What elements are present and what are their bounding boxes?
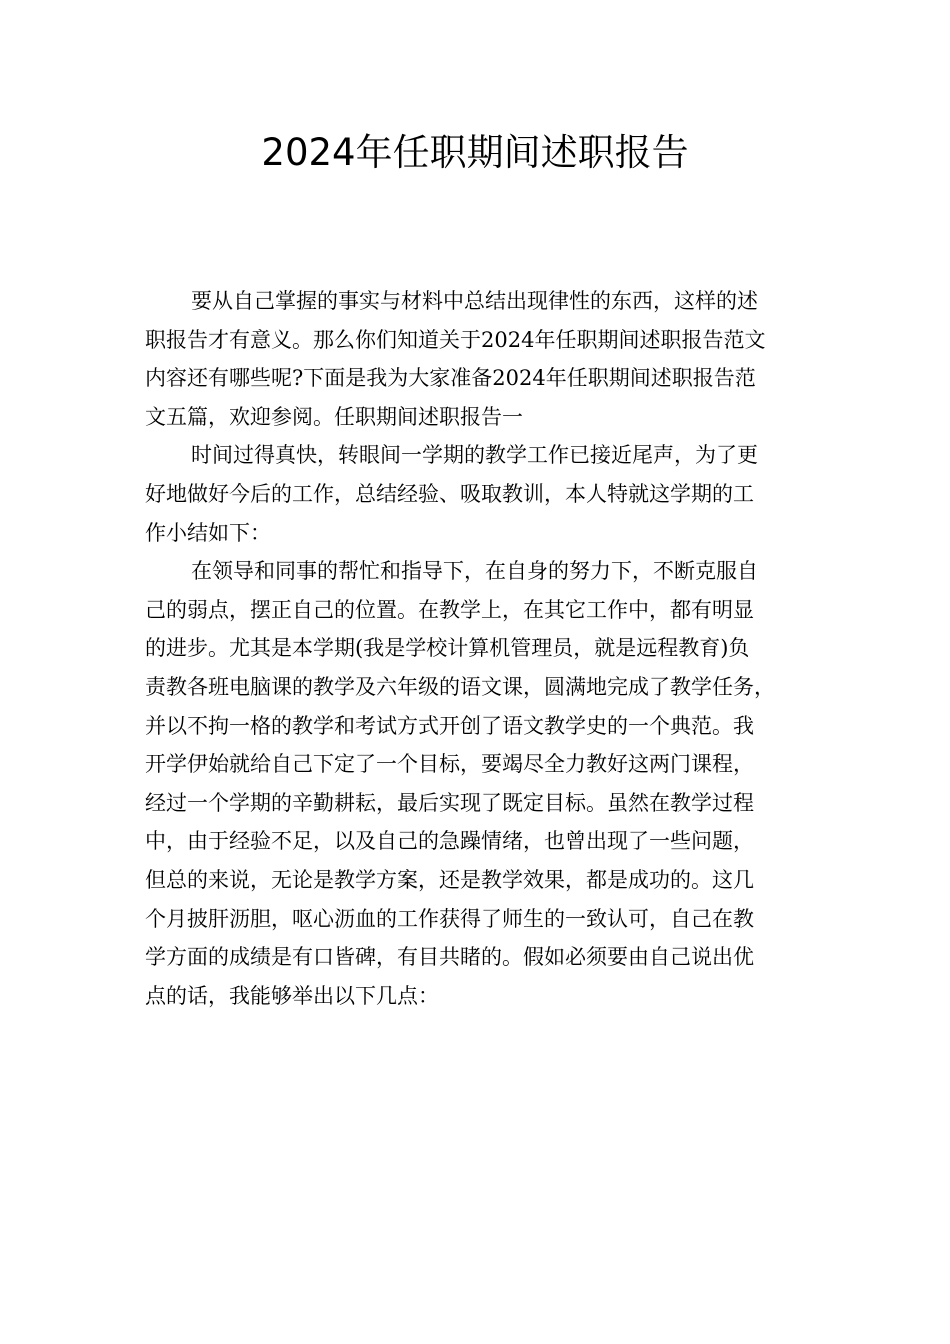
body-text-line: 责教各班电脑课的教学及六年级的语文课，圆满地完成了教学任务， [145, 674, 775, 699]
body-text-line: 中，由于经验不足，以及自己的急躁情绪，也曾出现了一些问题， [145, 829, 754, 854]
body-text-line: 文五篇，欢迎参阅。任职期间述职报告一 [145, 404, 523, 429]
body-text-line: 点的话，我能够举出以下几点： [145, 983, 439, 1008]
body-text-line: 并以不拘一格的教学和考试方式开创了语文教学史的一个典范。我 [145, 713, 754, 738]
body-text-line: 职报告才有意义。那么你们知道关于2024年任职期间述职报告范文 [145, 327, 766, 352]
body-text-line: 己的弱点，摆正自己的位置。在教学上，在其它工作中，都有明显 [145, 597, 754, 622]
body-text-line: 学方面的成绩是有口皆碑，有目共睹的。假如必须要由自己说出优 [145, 945, 754, 970]
body-text-line: 经过一个学期的辛勤耕耘，最后实现了既定目标。虽然在教学过程 [145, 790, 754, 815]
body-text-line: 内容还有哪些呢?下面是我为大家准备2024年任职期间述职报告范 [145, 366, 756, 391]
body-text-line: 但总的来说，无论是教学方案，还是教学效果，都是成功的。这几 [145, 867, 754, 892]
body-text-line: 要从自己掌握的事实与材料中总结出现律性的东西，这样的述 [191, 289, 758, 313]
body-text-line: 个月披肝沥胆，呕心沥血的工作获得了师生的一致认可，自己在教 [145, 906, 754, 931]
body-text-line: 在领导和同事的帮忙和指导下，在自身的努力下，不断克服自 [191, 559, 758, 584]
body-text-line: 好地做好今后的工作，总结经验、吸取教训，本人特就这学期的工 [145, 481, 754, 506]
document-title: 2024年任职期间述职报告 [261, 131, 689, 174]
document-body [145, 282, 815, 1015]
body-text-line: 的进步。尤其是本学期(我是学校计算机管理员，就是远程教育)负 [145, 636, 750, 661]
body-text-line: 时间过得真快，转眼间一学期的教学工作已接近尾声，为了更 [191, 443, 758, 468]
body-text-line: 开学伊始就给自己下定了一个目标，要竭尽全力教好这两门课程， [145, 752, 754, 777]
body-text-line: 作小结如下： [145, 520, 271, 545]
